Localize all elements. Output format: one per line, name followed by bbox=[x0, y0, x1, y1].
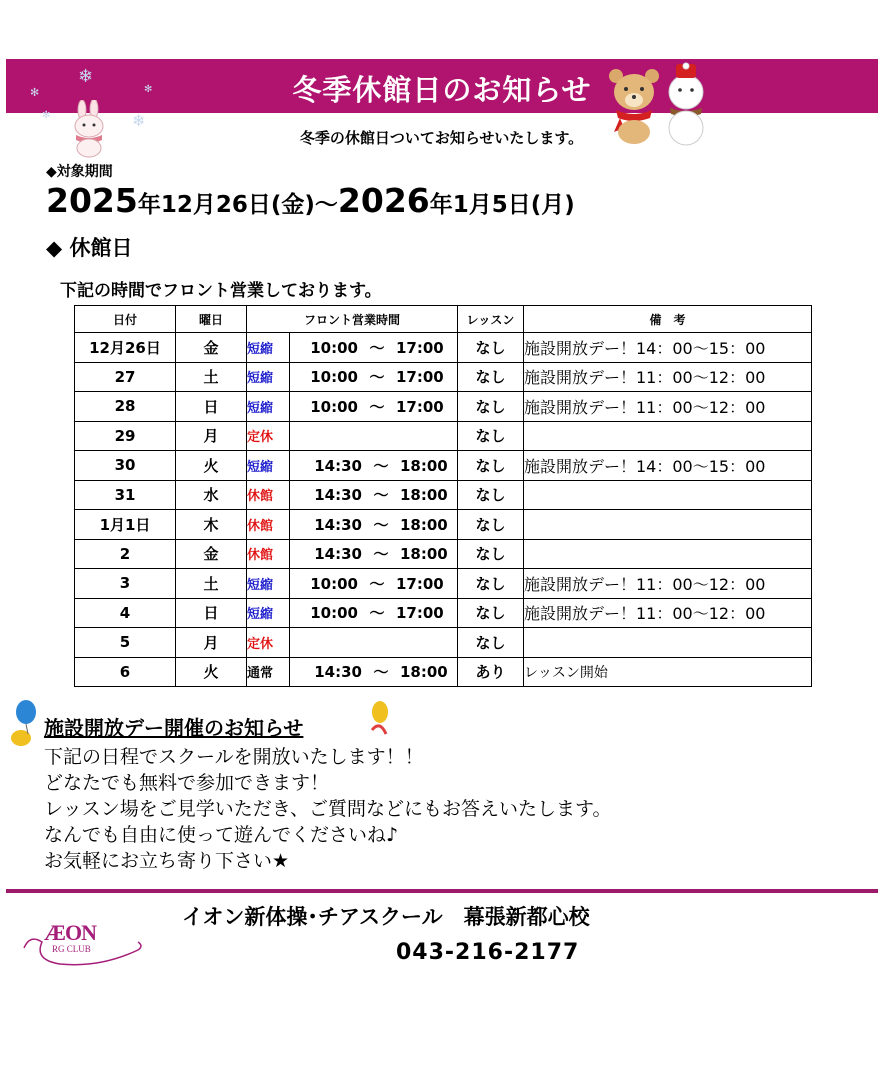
cell-remark bbox=[524, 480, 812, 510]
cell-weekday: 金 bbox=[176, 539, 247, 569]
cell-front-hours bbox=[290, 657, 458, 687]
cell-front-hours bbox=[290, 628, 458, 658]
open-day-line: レッスン場をご見学いただき、ご質問などにもお答えいたします。 bbox=[44, 798, 612, 820]
cell-weekday: 木 bbox=[176, 510, 247, 540]
cell-front-hours bbox=[290, 539, 458, 569]
cell-lesson: なし bbox=[458, 333, 524, 363]
time-start: 14:30 bbox=[314, 456, 362, 475]
snowflake-icon: ✻ bbox=[42, 110, 51, 121]
cell-front-hours bbox=[290, 480, 458, 510]
open-day-line: なんでも自由に使って遊んでくださいね♪ bbox=[44, 824, 399, 846]
cell-lesson: なし bbox=[458, 392, 524, 422]
time-start: 10:00 bbox=[310, 368, 358, 387]
cell-lesson: なし bbox=[458, 510, 524, 540]
cell-front-hours bbox=[290, 392, 458, 422]
closed-heading: ◆ 休館日 bbox=[46, 236, 133, 260]
time-end: 18:00 bbox=[400, 515, 448, 534]
cell-front-hours bbox=[290, 510, 458, 540]
cell-status-tag: 短縮 bbox=[247, 362, 290, 392]
cell-remark bbox=[524, 628, 812, 658]
header-weekday: 曜日 bbox=[176, 306, 247, 333]
cell-remark: 施設開放デー！11：00～12：00 bbox=[524, 362, 812, 392]
cell-front-hours bbox=[290, 569, 458, 599]
cell-date: 12月26日 bbox=[75, 333, 176, 363]
period-end-rest: 年1月5日(月) bbox=[429, 192, 575, 218]
time-end: 18:00 bbox=[400, 545, 448, 564]
cell-status-tag: 休館 bbox=[247, 510, 290, 540]
cell-weekday: 土 bbox=[176, 569, 247, 599]
cell-remark: レッスン開始 bbox=[524, 657, 812, 687]
cell-lesson: なし bbox=[458, 480, 524, 510]
header-remarks: 備 考 bbox=[524, 306, 812, 333]
time-separator: ～ bbox=[373, 545, 389, 564]
cell-status-tag: 休館 bbox=[247, 480, 290, 510]
time-start: 14:30 bbox=[314, 486, 362, 505]
cell-status-tag: 短縮 bbox=[247, 451, 290, 481]
time-start: 14:30 bbox=[314, 545, 362, 564]
time-separator: ～ bbox=[373, 515, 389, 534]
header-front-hours: フロント営業時間 bbox=[247, 306, 458, 333]
cell-status-tag: 短縮 bbox=[247, 392, 290, 422]
header-banner bbox=[6, 59, 878, 113]
time-end: 17:00 bbox=[396, 368, 444, 387]
cell-date: 31 bbox=[75, 480, 176, 510]
cell-lesson: なし bbox=[458, 598, 524, 628]
cell-date: 27 bbox=[75, 362, 176, 392]
cell-front-hours bbox=[290, 362, 458, 392]
table-row bbox=[75, 628, 812, 658]
snowflake-icon: ❄ bbox=[78, 66, 94, 87]
subtitle: 冬季の休館日ついてお知らせいたします。 bbox=[299, 129, 584, 147]
time-separator: ～ bbox=[369, 338, 385, 357]
cell-date: 29 bbox=[75, 421, 176, 451]
cell-lesson: あり bbox=[458, 657, 524, 687]
time-start: 14:30 bbox=[314, 663, 362, 682]
cell-weekday: 火 bbox=[176, 451, 247, 481]
cell-lesson: なし bbox=[458, 362, 524, 392]
cell-weekday: 月 bbox=[176, 628, 247, 658]
cell-date: 5 bbox=[75, 628, 176, 658]
cell-remark: 施設開放デー！11：00～12：00 bbox=[524, 392, 812, 422]
cell-remark: 施設開放デー！11：00～12：00 bbox=[524, 598, 812, 628]
cell-date: 1月1日 bbox=[75, 510, 176, 540]
cell-status-tag: 通常 bbox=[247, 657, 290, 687]
cell-status-tag: 短縮 bbox=[247, 569, 290, 599]
cell-lesson: なし bbox=[458, 421, 524, 451]
cell-front-hours bbox=[290, 598, 458, 628]
time-end: 17:00 bbox=[396, 604, 444, 623]
cell-remark: 施設開放デー！14：00～15：00 bbox=[524, 333, 812, 363]
open-day-heading: 施設開放デー開催のお知らせ bbox=[44, 716, 304, 740]
footer-divider bbox=[6, 889, 878, 893]
cell-date: 4 bbox=[75, 598, 176, 628]
cell-date: 2 bbox=[75, 539, 176, 569]
time-separator: ～ bbox=[369, 397, 385, 416]
cell-lesson: なし bbox=[458, 451, 524, 481]
period-range bbox=[46, 181, 575, 220]
time-start: 10:00 bbox=[310, 397, 358, 416]
time-start: 10:00 bbox=[310, 574, 358, 593]
cell-date: 3 bbox=[75, 569, 176, 599]
cell-remark: 施設開放デー！14：00～15：00 bbox=[524, 451, 812, 481]
snowflake-icon: ❄ bbox=[132, 111, 146, 130]
snowflake-icon: ✻ bbox=[144, 84, 153, 95]
cell-status-tag: 定休 bbox=[247, 421, 290, 451]
table-row bbox=[75, 569, 812, 599]
school-name: イオン新体操･チアスクール 幕張新都心校 bbox=[182, 905, 590, 929]
cell-weekday: 日 bbox=[176, 598, 247, 628]
time-separator: ～ bbox=[373, 486, 389, 505]
schedule-table bbox=[74, 305, 812, 687]
time-end: 17:00 bbox=[396, 338, 444, 357]
cell-remark bbox=[524, 539, 812, 569]
table-row bbox=[75, 480, 812, 510]
table-row bbox=[75, 392, 812, 422]
cell-remark: 施設開放デー！11：00～12：00 bbox=[524, 569, 812, 599]
table-row bbox=[75, 362, 812, 392]
time-start: 14:30 bbox=[314, 515, 362, 534]
table-row bbox=[75, 333, 812, 363]
cell-lesson: なし bbox=[458, 539, 524, 569]
time-separator: ～ bbox=[369, 604, 385, 623]
logo-main-text: ÆON bbox=[44, 920, 96, 945]
open-day-line: 下記の日程でスクールを開放いたします！！ bbox=[44, 746, 424, 768]
time-end: 17:00 bbox=[396, 574, 444, 593]
table-row bbox=[75, 598, 812, 628]
period-end-year: 2026 bbox=[337, 181, 430, 220]
time-start: 10:00 bbox=[310, 604, 358, 623]
cell-status-tag: 短縮 bbox=[247, 598, 290, 628]
cell-date: 28 bbox=[75, 392, 176, 422]
open-day-line: どなたでも無料で参加できます！ bbox=[44, 772, 330, 794]
cell-weekday: 月 bbox=[176, 421, 247, 451]
aeon-logo bbox=[20, 920, 150, 970]
cell-lesson: なし bbox=[458, 628, 524, 658]
time-start: 10:00 bbox=[310, 338, 358, 357]
cell-status-tag: 短縮 bbox=[247, 333, 290, 363]
time-end: 18:00 bbox=[400, 486, 448, 505]
cell-weekday: 土 bbox=[176, 362, 247, 392]
table-row bbox=[75, 510, 812, 540]
cell-date: 30 bbox=[75, 451, 176, 481]
table-row bbox=[75, 539, 812, 569]
time-end: 18:00 bbox=[400, 456, 448, 475]
table-row bbox=[75, 657, 812, 687]
table-row bbox=[75, 451, 812, 481]
period-start-year: 2025 bbox=[46, 181, 138, 220]
time-end: 18:00 bbox=[400, 663, 448, 682]
logo-sub-text: RG CLUB bbox=[52, 944, 91, 954]
page-title: 冬季休館日のお知らせ bbox=[292, 73, 592, 107]
period-label: ◆対象期間 bbox=[46, 164, 113, 180]
time-end: 17:00 bbox=[396, 397, 444, 416]
header-lesson: レッスン bbox=[458, 306, 524, 333]
time-separator: ～ bbox=[373, 663, 389, 682]
cell-weekday: 日 bbox=[176, 392, 247, 422]
cell-front-hours bbox=[290, 451, 458, 481]
cell-weekday: 金 bbox=[176, 333, 247, 363]
balloon-icon bbox=[368, 700, 392, 740]
open-day-body bbox=[44, 744, 612, 874]
table-header-row bbox=[75, 306, 812, 333]
cell-lesson: なし bbox=[458, 569, 524, 599]
cell-status-tag: 定休 bbox=[247, 628, 290, 658]
period-start-rest: 年12月26日(金)～ bbox=[137, 192, 338, 218]
open-day-line: お気軽にお立ち寄り下さい★ bbox=[44, 850, 290, 872]
cell-front-hours bbox=[290, 421, 458, 451]
time-separator: ～ bbox=[369, 368, 385, 387]
cell-remark bbox=[524, 510, 812, 540]
snowflake-icon: ✻ bbox=[30, 86, 40, 99]
time-separator: ～ bbox=[373, 456, 389, 475]
cell-weekday: 火 bbox=[176, 657, 247, 687]
table-row bbox=[75, 421, 812, 451]
header-date: 日付 bbox=[75, 306, 176, 333]
cell-remark bbox=[524, 421, 812, 451]
balloon-icon bbox=[10, 700, 44, 750]
cell-front-hours bbox=[290, 333, 458, 363]
time-separator: ～ bbox=[369, 574, 385, 593]
phone-number: 043-216-2177 bbox=[396, 940, 580, 965]
cell-date: 6 bbox=[75, 657, 176, 687]
cell-status-tag: 休館 bbox=[247, 539, 290, 569]
front-note: 下記の時間でフロント営業しております。 bbox=[60, 281, 382, 301]
cell-weekday: 水 bbox=[176, 480, 247, 510]
